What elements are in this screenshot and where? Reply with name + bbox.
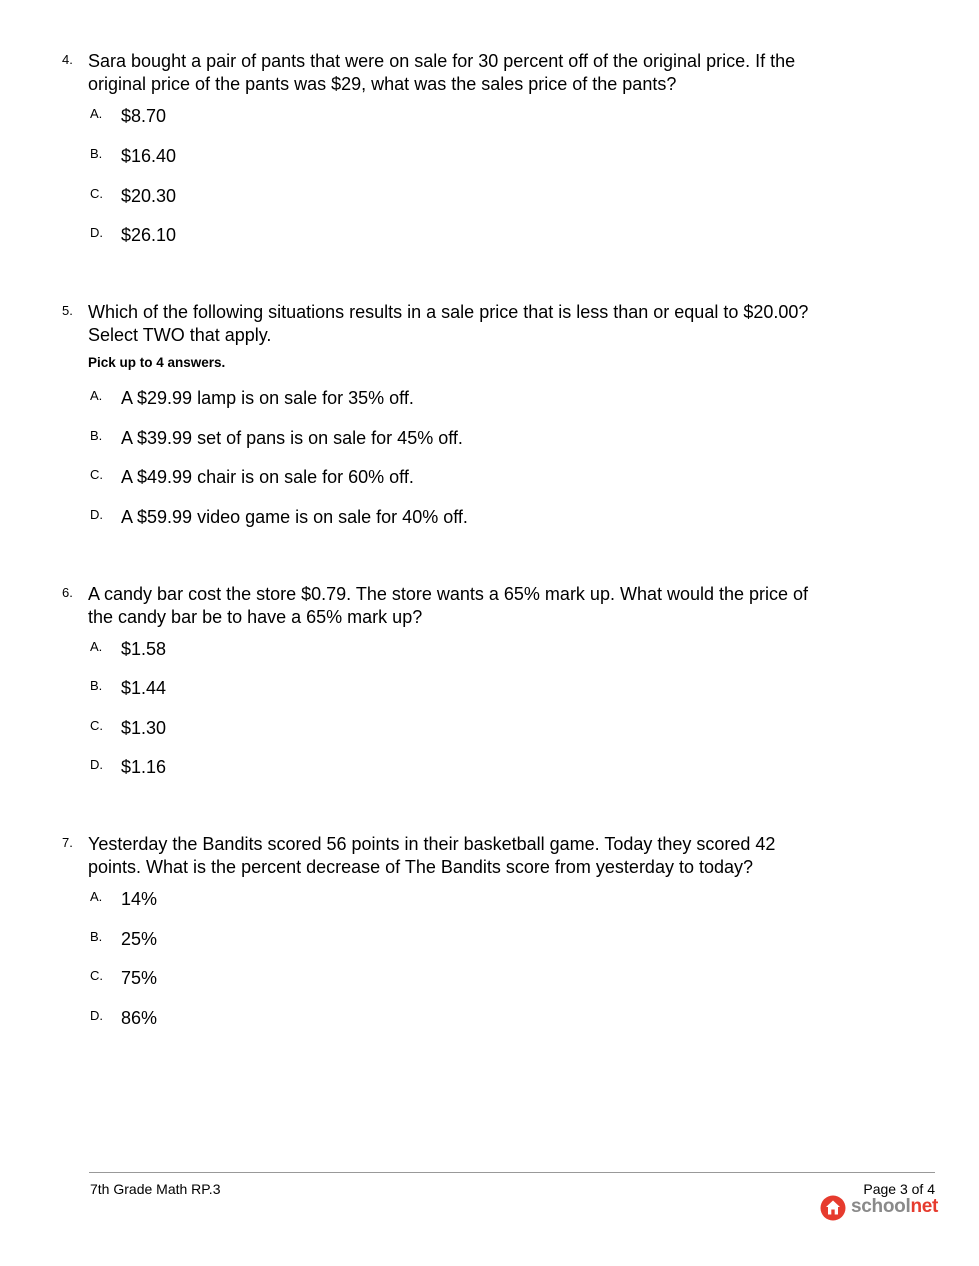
question-number: 5. xyxy=(62,303,73,318)
choice-letter: D. xyxy=(90,507,103,522)
choice-6b[interactable] xyxy=(0,677,979,701)
choice-5b[interactable] xyxy=(0,427,979,451)
choice-text: $16.40 xyxy=(121,146,177,166)
choice-text: $26.10 xyxy=(121,225,177,245)
choice-letter: C. xyxy=(90,718,103,733)
choice-4a[interactable] xyxy=(0,105,979,129)
choice-text: 75% xyxy=(121,968,158,988)
choice-letter: D. xyxy=(90,757,103,772)
choice-6d[interactable] xyxy=(0,756,979,780)
choice-letter: B. xyxy=(90,678,103,693)
choice-6c[interactable] xyxy=(0,717,979,741)
footer-course-title: 7th Grade Math RP.3 xyxy=(90,1181,221,1197)
choice-text: A $59.99 video game is on sale for 40% off. xyxy=(121,507,468,527)
question-text: Yesterday the Bandits scored 56 points in their basketball game. Today they scored 42 points. What is the percent decrease of The Bandits score from yesterday to today? xyxy=(88,834,776,877)
question-text: Sara bought a pair of pants that were on sale for 30 percent off of the original price. If the original price of the pants was $29, what was the sales price of the pants? xyxy=(88,51,796,94)
choice-letter: D. xyxy=(90,1008,103,1023)
choice-letter: C. xyxy=(90,968,103,983)
choice-7d[interactable] xyxy=(0,1007,979,1031)
choice-text: 86% xyxy=(121,1008,158,1028)
choice-letter: C. xyxy=(90,467,103,482)
choice-letter: A. xyxy=(90,106,103,121)
choice-letter: A. xyxy=(90,388,103,403)
schoolnet-logo xyxy=(820,1195,940,1221)
question-number: 7. xyxy=(62,835,73,850)
choice-text: $20.30 xyxy=(121,186,177,206)
choice-letter: C. xyxy=(90,186,103,201)
choice-5a[interactable] xyxy=(0,387,979,411)
question-number: 4. xyxy=(62,52,73,67)
choice-text: 14% xyxy=(121,889,158,909)
choice-text: $1.44 xyxy=(121,678,167,698)
choice-letter: B. xyxy=(90,146,103,161)
choice-text: A $29.99 lamp is on sale for 35% off. xyxy=(121,388,414,408)
choice-5c[interactable] xyxy=(0,466,979,490)
question-number: 6. xyxy=(62,585,73,600)
question-text: A candy bar cost the store $0.79. The store wants a 65% mark up. What would the price of the candy bar be to have a 65% mark up? xyxy=(88,584,809,627)
choice-letter: D. xyxy=(90,225,103,240)
choice-4d[interactable] xyxy=(0,224,979,248)
choice-text: $1.58 xyxy=(121,639,167,659)
choice-7a[interactable] xyxy=(0,888,979,912)
choice-text: $1.16 xyxy=(121,757,167,777)
choice-text: $1.30 xyxy=(121,718,167,738)
choice-text: A $49.99 chair is on sale for 60% off. xyxy=(121,467,414,487)
choice-4b[interactable] xyxy=(0,145,979,169)
choice-text: 25% xyxy=(121,929,158,949)
question-text: Which of the following situations results in a sale price that is less than or equal to $20.00? Select TWO that apply. xyxy=(88,302,809,345)
choice-5d[interactable] xyxy=(0,506,979,530)
logo-word-net: net xyxy=(910,1196,939,1217)
answer-instruction: Pick up to 4 answers. xyxy=(88,355,226,370)
choice-6a[interactable] xyxy=(0,638,979,662)
choice-text: $8.70 xyxy=(121,106,167,126)
choice-letter: B. xyxy=(90,428,103,443)
choice-7c[interactable] xyxy=(0,967,979,991)
choice-letter: B. xyxy=(90,929,103,944)
logo-wordmark xyxy=(851,1195,938,1219)
footer-divider xyxy=(89,1172,935,1173)
choice-text: A $39.99 set of pans is on sale for 45% off. xyxy=(121,428,463,448)
choice-letter: A. xyxy=(90,639,103,654)
choice-4c[interactable] xyxy=(0,185,979,209)
logo-word-school: school xyxy=(851,1196,911,1217)
house-icon xyxy=(820,1195,846,1221)
choice-letter: A. xyxy=(90,889,103,904)
choice-7b[interactable] xyxy=(0,928,979,952)
footer-page-number: Page 3 of 4 xyxy=(863,1181,935,1197)
